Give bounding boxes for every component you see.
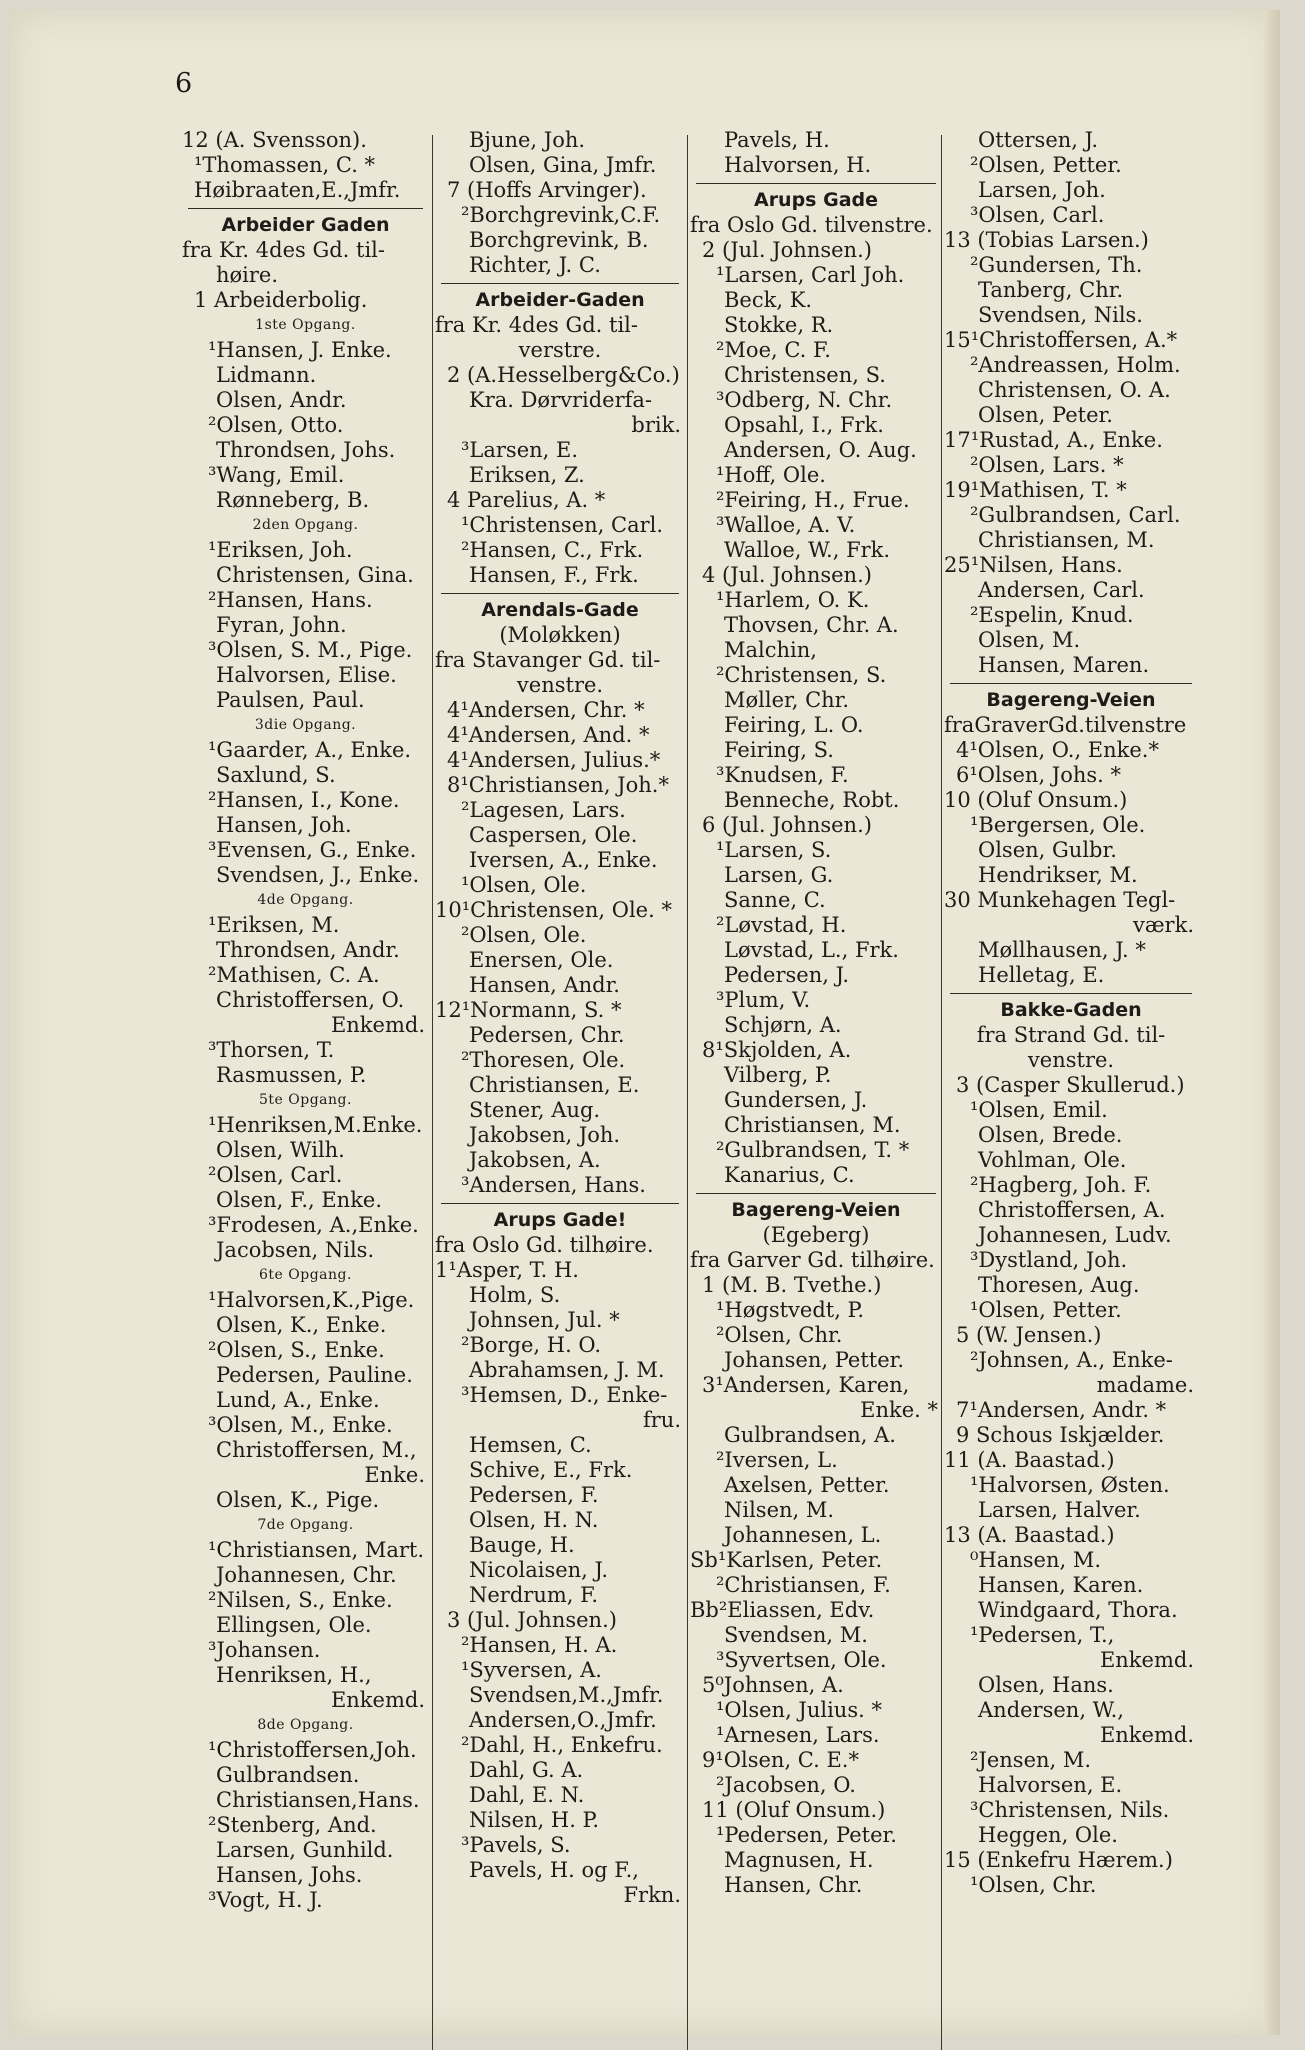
directory-entry: Ottersen, J.	[978, 128, 1099, 152]
directory-entry: ²Hansen, I., Kone.	[208, 788, 400, 812]
street-heading: Arbeider Gaden	[221, 214, 390, 236]
directory-entry: Dahl, E. N.	[469, 1783, 585, 1807]
section-divider	[441, 283, 679, 284]
directory-entry: Larsen, Joh.	[978, 178, 1106, 202]
directory-entry: Andersen, O. Aug.	[724, 438, 917, 462]
entry-continuation: madame.	[1096, 1373, 1194, 1397]
directory-entry: ¹Hansen, J. Enke.	[208, 338, 392, 362]
directory-entry: Throndsen, Johs.	[216, 438, 396, 462]
directory-entry: 4¹Andersen, Chr. *	[447, 698, 645, 722]
column-2	[435, 128, 685, 1908]
directory-entry: Pedersen, Chr.	[469, 1023, 625, 1047]
directory-entry: 25¹Nilsen, Hans.	[944, 553, 1123, 577]
street-direction: fra Strand Gd. til-	[976, 1023, 1166, 1047]
street-direction: venstre.	[1027, 1048, 1115, 1072]
directory-entry: Tanberg, Chr.	[978, 278, 1124, 302]
directory-entry: ²Olsen, S., Enke.	[208, 1338, 385, 1362]
directory-entry: 5 (W. Jensen.)	[956, 1323, 1102, 1347]
directory-entry: 3 (Casper Skullerud.)	[956, 1073, 1185, 1097]
directory-entry: fra Oslo Gd. tilhøire.	[435, 1233, 654, 1257]
directory-entry: ²Olsen, Carl.	[208, 1163, 343, 1187]
directory-entry: Stokke, R.	[724, 313, 834, 337]
directory-entry: ¹Bergersen, Ole.	[970, 813, 1146, 837]
directory-entry: Høibraaten,E.,Jmfr.	[194, 178, 401, 202]
directory-entry: Opsahl, I., Frk.	[724, 413, 884, 437]
directory-entry: ³Syvertsen, Ole.	[716, 1648, 887, 1672]
entry-continuation: Enke. *	[860, 1398, 938, 1422]
directory-entry: Magnusen, H.	[724, 1848, 874, 1872]
entry-continuation: Enkemd.	[330, 1688, 425, 1712]
directory-entry: fra Garver Gd. tilhøire.	[690, 1248, 935, 1272]
section-divider	[188, 208, 423, 209]
directory-entry: Sb¹Karlsen, Peter.	[690, 1548, 883, 1572]
street-heading: Bakke-Gaden	[1000, 999, 1142, 1021]
directory-entry: ³Olsen, M., Enke.	[208, 1413, 393, 1437]
directory-entry: ²Olsen, Lars. *	[970, 453, 1124, 477]
directory-entry: ³Frodesen, A.,Enke.	[208, 1213, 419, 1237]
stairway-label: 4de Opgang.	[257, 892, 354, 908]
directory-entry: ²Løvstad, H.	[716, 913, 847, 937]
directory-entry: Olsen, Hans.	[978, 1673, 1114, 1697]
directory-entry: Feiring, S.	[724, 738, 834, 762]
directory-entry: ²Gulbrandsen, T. *	[716, 1138, 910, 1162]
section-divider	[441, 593, 679, 594]
directory-entry: ²Olsen, Chr.	[716, 1323, 843, 1347]
directory-entry: fraGraverGd.tilvenstre	[944, 713, 1187, 737]
directory-entry: ³Christensen, Nils.	[970, 1798, 1170, 1822]
street-heading: Arups Gade	[753, 189, 879, 211]
directory-entry: ³Olsen, Carl.	[970, 203, 1105, 227]
directory-entry: Beck, K.	[724, 288, 813, 312]
directory-entry: ¹Syversen, A.	[461, 1658, 602, 1682]
directory-entry: Holm, S.	[469, 1283, 561, 1307]
street-heading: Bagereng-Veien	[986, 689, 1156, 711]
directory-entry: Svendsen,M.,Jmfr.	[469, 1683, 664, 1707]
directory-entry: ³Larsen, E.	[461, 438, 579, 462]
directory-entry: ³Johansen.	[208, 1638, 321, 1662]
directory-entry: ¹Thomassen, C. *	[194, 153, 376, 177]
street-direction: (Moløkken)	[499, 623, 621, 647]
entry-continuation: Frkn.	[623, 1883, 681, 1907]
directory-entry: Olsen, Peter.	[978, 403, 1113, 427]
directory-entry: 6 (Jul. Johnsen.)	[702, 813, 872, 837]
directory-entry: Windgaard, Thora.	[978, 1598, 1178, 1622]
directory-entry: 3¹Andersen, Karen,	[702, 1373, 910, 1397]
entry-continuation: brik.	[631, 413, 681, 437]
directory-entry: Helletag, E.	[978, 963, 1105, 987]
directory-entry: ¹Harlem, O. K.	[716, 588, 870, 612]
directory-entry: ²Jacobsen, O.	[716, 1773, 856, 1797]
directory-entry: Møller, Chr.	[724, 688, 850, 712]
directory-entry: ¹Larsen, S.	[716, 838, 832, 862]
directory-entry: Enersen, Ole.	[469, 948, 614, 972]
directory-entry: ⁰Hansen, M.	[970, 1548, 1102, 1572]
stairway-label: 6te Opgang.	[259, 1267, 352, 1283]
street-direction: venstre.	[516, 673, 604, 697]
directory-entry: 8¹Skjolden, A.	[702, 1038, 852, 1062]
directory-entry: 15¹Christoffersen, A.*	[944, 328, 1178, 352]
directory-entry: ²Johnsen, A., Enke-	[970, 1348, 1173, 1372]
directory-entry: ¹Høgstvedt, P.	[716, 1298, 865, 1322]
stairway-label: 8de Opgang.	[257, 1717, 354, 1733]
directory-entry: Olsen, Wilh.	[216, 1138, 345, 1162]
directory-entry: ²Espelin, Knud.	[970, 603, 1134, 627]
directory-entry: 2 (Jul. Johnsen.)	[702, 238, 872, 262]
directory-entry: Christiansen, M.	[978, 528, 1155, 552]
directory-entry: Olsen, Gina, Jmfr.	[469, 153, 657, 177]
column-divider	[941, 135, 942, 2050]
directory-entry: Olsen, K., Enke.	[216, 1313, 387, 1337]
section-divider	[950, 683, 1192, 684]
stairway-label: 1ste Opgang.	[255, 317, 356, 333]
directory-entry: Lund, A., Enke.	[216, 1388, 380, 1412]
directory-entry: Pedersen, Pauline.	[216, 1363, 413, 1387]
entry-continuation: fru.	[642, 1408, 681, 1432]
directory-entry: 4¹Andersen, And. *	[447, 723, 650, 747]
directory-entry: ¹Olsen, Petter.	[970, 1298, 1122, 1322]
directory-entry: ³Dystland, Joh.	[970, 1248, 1128, 1272]
directory-entry: Christiansen, E.	[469, 1073, 640, 1097]
stairway-label: 7de Opgang.	[257, 1517, 354, 1533]
directory-entry: Lidmann.	[216, 363, 317, 387]
directory-entry: Johannesen, Ludv.	[978, 1223, 1172, 1247]
directory-entry: fra Kr. 4des Gd. til-	[182, 238, 385, 262]
directory-entry: 9¹Olsen, C. E.*	[702, 1748, 859, 1772]
directory-entry: Hansen, Chr.	[724, 1873, 863, 1897]
directory-entry: 30 Munkehagen Tegl-	[944, 888, 1176, 912]
directory-entry: 12¹Normann, S. *	[435, 998, 622, 1022]
street-direction: (Egeberg)	[762, 1223, 870, 1247]
directory-entry: ¹Pedersen, Peter.	[716, 1823, 897, 1847]
directory-entry: ²Olsen, Ole.	[461, 923, 587, 947]
directory-entry: ¹Olsen, Emil.	[970, 1098, 1108, 1122]
directory-entry: ¹Pedersen, T.,	[970, 1623, 1115, 1647]
directory-entry: 11 (A. Baastad.)	[944, 1448, 1115, 1472]
directory-entry: Halvorsen, Elise.	[216, 663, 397, 687]
directory-entry: ¹Gaarder, A., Enke.	[208, 738, 412, 762]
directory-entry: ³Odberg, N. Chr.	[716, 388, 893, 412]
directory-entry: 4¹Olsen, O., Enke.*	[956, 738, 1159, 762]
directory-entry: ³Thorsen, T.	[208, 1038, 335, 1062]
section-divider	[696, 1193, 936, 1194]
directory-entry: Jakobsen, Joh.	[469, 1123, 621, 1147]
directory-entry: Larsen, Halver.	[978, 1498, 1141, 1522]
directory-entry: Eriksen, Z.	[469, 463, 585, 487]
directory-entry: Heggen, Ole.	[978, 1823, 1118, 1847]
directory-entry: Ellingsen, Ole.	[216, 1613, 372, 1637]
directory-entry: Jakobsen, A.	[469, 1148, 601, 1172]
directory-entry: Svendsen, J., Enke.	[216, 863, 420, 887]
directory-entry: Caspersen, Ole.	[469, 823, 638, 847]
directory-entry: Olsen, H. N.	[469, 1508, 599, 1532]
directory-entry: Borchgrevink, B.	[469, 228, 649, 252]
directory-entry: Andersen, Carl.	[978, 578, 1145, 602]
directory-entry: Christoffersen, O.	[216, 988, 405, 1012]
directory-entry: Johnsen, Jul. *	[469, 1308, 620, 1332]
directory-entry: Nerdrum, F.	[469, 1583, 599, 1607]
directory-entry: 9 Schous Iskjælder.	[956, 1423, 1165, 1447]
column-3	[690, 128, 942, 1898]
directory-entry: ²Hansen, H. A.	[461, 1633, 618, 1657]
directory-entry: Johansen, Petter.	[724, 1348, 905, 1372]
page-number: 6	[175, 68, 193, 99]
directory-entry: ²Mathisen, C. A.	[208, 963, 380, 987]
directory-entry: Richter, J. C.	[469, 253, 601, 277]
column-1	[182, 128, 429, 1913]
directory-entry: ¹Larsen, Carl Joh.	[716, 263, 905, 287]
directory-entry: ¹Olsen, Chr.	[970, 1873, 1097, 1897]
directory-entry: Olsen, Brede.	[978, 1123, 1123, 1147]
directory-entry: Pedersen, F.	[469, 1483, 599, 1507]
directory-entry: Malchin,	[724, 638, 817, 662]
directory-entry: Henriksen, H.,	[216, 1663, 372, 1687]
directory-entry: Jacobsen, Nils.	[216, 1238, 375, 1262]
directory-entry: Larsen, G.	[724, 863, 834, 887]
directory-entry: Sanne, C.	[724, 888, 826, 912]
directory-entry: Vilberg, P.	[724, 1063, 832, 1087]
directory-entry: Bb²Eliassen, Edv.	[690, 1598, 875, 1622]
directory-entry: Iversen, A., Enke.	[469, 848, 658, 872]
stairway-label: 3die Opgang.	[254, 717, 357, 733]
directory-entry: ³Plum, V.	[716, 988, 811, 1012]
directory-entry: Hemsen, C.	[469, 1433, 592, 1457]
directory-entry: Andersen,O.,Jmfr.	[469, 1708, 657, 1732]
directory-entry: Dahl, G. A.	[469, 1758, 584, 1782]
directory-entry: Christiansen,Hans.	[216, 1788, 420, 1812]
directory-entry: Halvorsen, E.	[978, 1773, 1123, 1797]
directory-entry: ³Knudsen, F.	[716, 763, 849, 787]
directory-entry: Fyran, John.	[216, 613, 347, 637]
directory-entry: 17¹Rustad, A., Enke.	[944, 428, 1163, 452]
directory-entry: ¹Hoff, Ole.	[716, 463, 826, 487]
directory-entry: Axelsen, Petter.	[724, 1473, 890, 1497]
directory-entry: ²Dahl, H., Enkefru.	[461, 1733, 663, 1757]
column-divider	[432, 135, 433, 2050]
directory-entry: fra Stavanger Gd. til-	[435, 648, 661, 672]
directory-entry: Hansen, Maren.	[978, 653, 1150, 677]
directory-entry: 4¹Andersen, Julius.*	[447, 748, 661, 772]
directory-entry: Christensen, S.	[724, 363, 886, 387]
directory-entry: Pedersen, J.	[724, 963, 850, 987]
directory-entry: Larsen, Gunhild.	[216, 1838, 394, 1862]
directory-entry: ²Thoresen, Ole.	[461, 1048, 626, 1072]
directory-entry: 4 Parelius, A. *	[447, 488, 606, 512]
directory-entry: Møllhausen, J. *	[978, 938, 1146, 962]
directory-entry: Schjørn, A.	[724, 1013, 842, 1037]
directory-entry: Johannesen, L.	[724, 1523, 882, 1547]
directory-entry: ²Christiansen, F.	[716, 1573, 891, 1597]
directory-entry: 1 Arbeiderbolig.	[194, 288, 368, 312]
directory-entry: ²Lagesen, Lars.	[461, 798, 626, 822]
directory-entry: 1 (M. B. Tvethe.)	[702, 1273, 882, 1297]
directory-entry: Throndsen, Andr.	[216, 938, 400, 962]
directory-entry: ³Wang, Emil.	[208, 463, 345, 487]
directory-entry: Hansen, Johs.	[216, 1863, 363, 1887]
directory-entry: ²Hansen, Hans.	[208, 588, 373, 612]
entry-continuation: Enkemd.	[330, 1013, 425, 1037]
entry-continuation: Enkemd.	[1099, 1648, 1194, 1672]
page-edge	[1264, 10, 1280, 2035]
directory-entry: Bauge, H.	[469, 1533, 575, 1557]
directory-entry: Christensen, Gina.	[216, 563, 414, 587]
directory-entry: 15 (Enkefru Hærem.)	[944, 1848, 1173, 1872]
directory-entry: Saxlund, S.	[216, 763, 336, 787]
directory-entry: ²Borge, H. O.	[461, 1333, 602, 1357]
directory-entry: Hendrikser, M.	[978, 863, 1138, 887]
directory-entry: Nilsen, H. P.	[469, 1808, 600, 1832]
directory-entry: fra Oslo Gd. tilvenstre.	[690, 213, 933, 237]
street-heading: Arendals-Gade	[481, 599, 639, 621]
directory-entry: 2 (A.Hesselberg&Co.)	[447, 363, 680, 387]
section-divider	[950, 993, 1192, 994]
directory-entry: ²Olsen, Petter.	[970, 153, 1122, 177]
directory-entry: ³Evensen, G., Enke.	[208, 838, 417, 862]
directory-entry: 13 (Tobias Larsen.)	[944, 228, 1149, 252]
directory-entry: Halvorsen, H.	[724, 153, 872, 177]
street-heading: Arups Gade!	[493, 1209, 627, 1231]
directory-entry: Hansen, F., Frk.	[469, 563, 639, 587]
directory-entry: Abrahamsen, J. M.	[469, 1358, 665, 1382]
directory-page	[10, 10, 1280, 2035]
directory-entry: ¹Halvorsen, Østen.	[970, 1473, 1170, 1497]
directory-entry: ¹Henriksen,M.Enke.	[208, 1113, 423, 1137]
directory-entry: Olsen, K., Pige.	[216, 1488, 380, 1512]
stairway-label: 5te Opgang.	[259, 1092, 352, 1108]
section-divider	[441, 1203, 679, 1204]
directory-entry: Kanarius, C.	[724, 1163, 855, 1187]
directory-entry: ¹Christensen, Carl.	[461, 513, 664, 537]
directory-entry: Gulbrandsen, A.	[724, 1423, 896, 1447]
directory-entry: ²Andreassen, Holm.	[970, 353, 1181, 377]
directory-entry: ²Stenberg, And.	[208, 1813, 377, 1837]
directory-entry: Nilsen, M.	[724, 1498, 835, 1522]
directory-entry: ²Christensen, S.	[716, 663, 887, 687]
directory-entry: ¹Olsen, Julius. *	[716, 1698, 882, 1722]
directory-entry: Nicolaisen, J.	[469, 1558, 608, 1582]
directory-entry: ²Olsen, Otto.	[208, 413, 344, 437]
directory-entry: 19¹Mathisen, T. *	[944, 478, 1127, 502]
directory-entry: ²Nilsen, S., Enke.	[208, 1588, 393, 1612]
entry-continuation: Enkemd.	[1099, 1723, 1194, 1747]
directory-entry: Olsen, Andr.	[216, 388, 347, 412]
directory-entry: 8¹Christiansen, Joh.*	[447, 773, 669, 797]
directory-entry: ¹Eriksen, M.	[208, 913, 340, 937]
directory-entry: 5⁰Johnsen, A.	[702, 1673, 844, 1697]
directory-entry: ¹Christiansen, Mart.	[208, 1538, 424, 1562]
directory-entry: Olsen, F., Enke.	[216, 1188, 383, 1212]
directory-entry: 11 (Oluf Onsum.)	[702, 1798, 886, 1822]
directory-entry: 6¹Olsen, Johs. *	[956, 763, 1122, 787]
directory-entry: Rasmussen, P.	[216, 1063, 367, 1087]
directory-entry: Benneche, Robt.	[724, 788, 900, 812]
directory-entry: fra Kr. 4des Gd. til-	[435, 313, 638, 337]
directory-entry: høire.	[216, 263, 279, 287]
directory-entry: Christoffersen, M.,	[216, 1438, 417, 1462]
directory-entry: 7¹Andersen, Andr. *	[956, 1398, 1167, 1422]
directory-entry: Thovsen, Chr. A.	[724, 613, 899, 637]
directory-entry: Paulsen, Paul.	[216, 688, 365, 712]
directory-entry: Gulbrandsen.	[216, 1763, 360, 1787]
directory-entry: Vohlman, Ole.	[978, 1148, 1127, 1172]
street-heading: Bagereng-Veien	[731, 1199, 901, 1221]
directory-entry: Andersen, W.,	[978, 1698, 1124, 1722]
directory-entry: Johannesen, Chr.	[216, 1563, 397, 1587]
directory-entry: ¹Christoffersen,Joh.	[208, 1738, 417, 1762]
directory-entry: Svendsen, Nils.	[978, 303, 1143, 327]
column-divider	[687, 135, 688, 2050]
directory-entry: 3 (Jul. Johnsen.)	[447, 1608, 617, 1632]
directory-entry: ³Walloe, A. V.	[716, 513, 856, 537]
directory-entry: 10 (Oluf Onsum.)	[944, 788, 1128, 812]
street-heading: Arbeider-Gaden	[475, 289, 645, 311]
directory-entry: ²Borchgrevink,C.F.	[461, 203, 661, 227]
directory-entry: 1¹Asper, T. H.	[435, 1258, 579, 1282]
directory-entry: ¹Halvorsen,K.,Pige.	[208, 1288, 415, 1312]
directory-entry: ²Gundersen, Th.	[970, 253, 1143, 277]
entry-continuation: værk.	[1132, 913, 1194, 937]
directory-entry: Schive, E., Frk.	[469, 1458, 633, 1482]
directory-entry: ³Vogt, H. J.	[208, 1888, 323, 1912]
directory-entry: 4 (Jul. Johnsen.)	[702, 563, 872, 587]
directory-entry: ³Olsen, S. M., Pige.	[208, 638, 413, 662]
directory-entry: ³Andersen, Hans.	[461, 1173, 646, 1197]
section-divider	[696, 183, 936, 184]
directory-entry: Walloe, W., Frk.	[724, 538, 891, 562]
directory-entry: Løvstad, L., Frk.	[724, 938, 899, 962]
directory-entry: Rønneberg, B.	[216, 488, 370, 512]
directory-entry: Svendsen, M.	[724, 1623, 868, 1647]
directory-entry: Bjune, Joh.	[469, 128, 586, 152]
directory-entry: ²Iversen, L.	[716, 1448, 838, 1472]
directory-entry: 13 (A. Baastad.)	[944, 1523, 1115, 1547]
directory-entry: ²Hagberg, Joh. F.	[970, 1173, 1152, 1197]
directory-entry: Hansen, Karen.	[978, 1573, 1144, 1597]
directory-entry: 12 (A. Svensson).	[182, 128, 367, 152]
directory-entry: ³Hemsen, D., Enke-	[461, 1383, 668, 1407]
directory-entry: Stener, Aug.	[469, 1098, 601, 1122]
directory-entry: ²Feiring, H., Frue.	[716, 488, 910, 512]
directory-entry: Christensen, O. A.	[978, 378, 1171, 402]
street-direction: verstre.	[518, 338, 602, 362]
directory-entry: Christoffersen, A.	[978, 1198, 1166, 1222]
column-4	[944, 128, 1198, 1898]
directory-entry: ²Gulbrandsen, Carl.	[970, 503, 1181, 527]
directory-entry: Pavels, H.	[724, 128, 830, 152]
directory-entry: Kra. Dørvriderfa-	[469, 388, 653, 412]
directory-entry: Hansen, Andr.	[469, 973, 620, 997]
directory-entry: ²Moe, C. F.	[716, 338, 831, 362]
directory-entry: ¹Eriksen, Joh.	[208, 538, 353, 562]
directory-entry: Hansen, Joh.	[216, 813, 352, 837]
directory-entry: Christiansen, M.	[724, 1113, 901, 1137]
entry-continuation: Enke.	[364, 1463, 425, 1487]
directory-entry: ³Pavels, S.	[461, 1833, 571, 1857]
directory-entry: ²Hansen, C., Frk.	[461, 538, 644, 562]
directory-entry: 7 (Hoffs Arvinger).	[447, 178, 647, 202]
directory-entry: Pavels, H. og F.,	[469, 1858, 639, 1882]
stairway-label: 2den Opgang.	[252, 517, 359, 533]
directory-entry: Thoresen, Aug.	[978, 1273, 1140, 1297]
directory-entry: ²Jensen, M.	[970, 1748, 1092, 1772]
directory-entry: ¹Arnesen, Lars.	[716, 1723, 880, 1747]
directory-entry: Olsen, Gulbr.	[978, 838, 1117, 862]
directory-entry: Feiring, L. O.	[724, 713, 864, 737]
directory-entry: ¹Olsen, Ole.	[461, 873, 587, 897]
directory-entry: Olsen, M.	[978, 628, 1081, 652]
directory-entry: 10¹Christensen, Ole. *	[435, 898, 672, 922]
directory-entry: Gundersen, J.	[724, 1088, 868, 1112]
